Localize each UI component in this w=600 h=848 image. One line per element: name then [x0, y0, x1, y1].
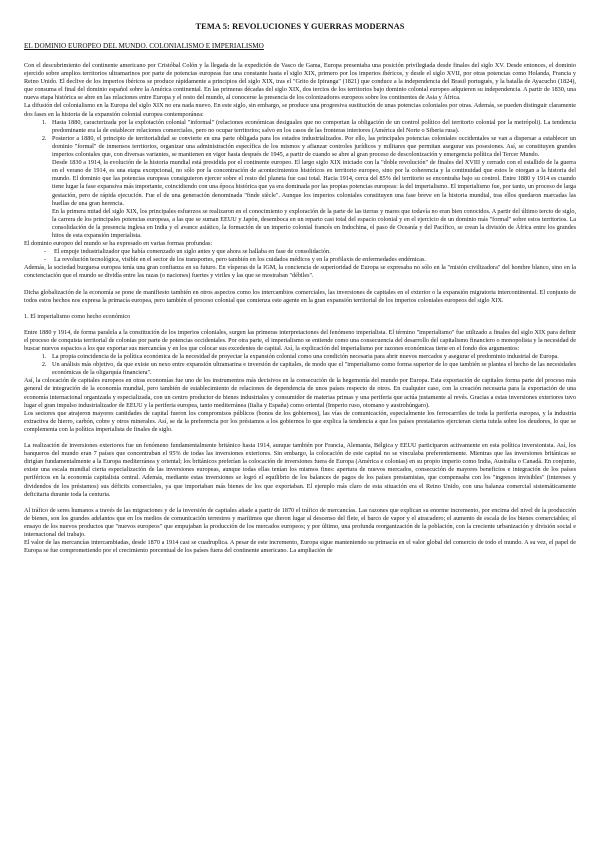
paragraph-sectors: Los sectores que atrajeron mayores cantidades de capital fueron los compromisos públicos (bonos de los gobiernos), las vías de comunicación, especialmente los ferrocarriles de toda la periferia europea, y la industria extractiva de hierro, carbón, cobre y otros minerales. Así, se da la preferencia por los préstamos a los gobiernos lo que explica la tendencia a que los países prestatarios ejercieran cierta tutela sobre los deudores, lo que se complementa con la política imperialista de finales de siglo. — [24, 409, 576, 433]
paragraph-globalization: Dicha globalización de la economía se pone de manifiesto también en otros aspectos como los intercambios comerciales, las inversiones de capitales en el exterior o la expansión migratoria intercontinental. El conjunto de todos estos hechos nos expresa la primacía europea, pero también el proceso colonial que comienza este agente en la gran expansión territorial de los imperios coloniales europeos del siglo XIX. — [24, 288, 576, 304]
list-item: - La revolución tecnológica, visible en el sector de los transportes, pero también en los cuidados médicos y en la profilaxis de enfermedades endémicas. — [48, 256, 576, 264]
paragraph-imperialism-term: Entre 1880 y 1914, de forma paralela a la constitución de los imperios coloniales, surgen las primeras interpretaciones del fenómeno imperialista. El término "imperialismo" fue utilizado a finales del siglo XIX para definir el proceso de conquista territorial de colonias por parte de potencias occidentales. Por otra parte, el imperialismo se entiende como una consecuencia del desarrollo del capitalismo financiero o monopolista y la necesidad de buscar nuevos espacios a los que exportar sus mercancías y en los que colocar sus excedentes de capital. Así, la explicación del imperialismo por razones económicas tiene en el fondo dos argumentos: — [24, 328, 576, 352]
numbered-list-phases — [24, 119, 576, 159]
numbered-list-arguments — [24, 353, 576, 377]
bullet-list-factors — [24, 248, 576, 264]
paragraph-investments: La realización de inversiones exteriores fue un fenómeno fundamentalmente británico hasta 1914, aunque también por Francia, Alemania, Bélgica y EEUU participaron activamente en esta política inversionista. Así, los banqueros del mundo eran 7 países que concentraban el 95% de todas las inversiones exteriores. Sin embargo, la colocación de este capital no se vinculaba preferentemente. Mientras que las inversiones británicas se dirigían fundamentalmente a la Europa mediterránea y oriental; los británicos preferían la colocación de inversiones fuera de Europa (América e colonias) en su propio imperio como India, Australia o Canadá. En conjunto, existe una escala mundial cierta especialización de las inversiones europeas, aunque todas ellas tenían los mismos fines: apertura de nuevos mercados, consecución de mayores beneficios e integración de los países periféricos en la economía capitalista central. Además, mediante estas inversiones se logró el equilibrio de los balances de pagos de los países prestamistas, que compensaba con los "ingresos invisibles" (intereses y dividendos de los préstamos) sus déficits comerciales, ya que importaban más bienes de los que exportaban. El ejemplo más claro de esta situación era el Reino Unido, con una balanza comercial sistemáticamente deficitaria durante toda la centuria. — [24, 442, 576, 498]
paragraph-bourgeoisie: Además, la sociedad burguesa europea tenía una gran confianza en su futuro. En vísperas de la IGM, la conciencia de superioridad de Europa se expresaba no sólo en la "misión civilizadora" del hombre blanco, sino en la concienciación que el mundo se dividía entre las razas (o naciones) fuertes y viriles y las que se mostraban "débiles". — [24, 264, 576, 280]
paragraph-trade-value: El valor de las mercancías intercambiadas, desde 1870 a 1914 casi se cuadruplica. A pesar de este incremento, Europa sigue manteniendo su primacía en el valor global del comercio de todo el mundo. A su vez, el papel de Europa se fue comprometiendo por el crecimiento porcentual de los países fuera del continente americano. La ampliación de — [24, 539, 576, 555]
list-item: 1. Hasta 1880, caracterizada por la explotación colonial "informal" (relaciones económicas desiguales que no comportan la obligación de un control político del territorio colonial por la metrópoli). La tendencia predominante era la de establecer relaciones comerciales, pero no ocupar territorios; salvo en los casos de las fronteras interiores (América del Norte o Siberia rusa). — [48, 119, 576, 135]
list-item: 2. Posterior a 1880, el principio de territorialidad se convierte en una parte obligada para los estados industrializados. Por ello, las principales potencias coloniales occidentales se van a dispersar a establecer un dominio "formal" de inmensos territorios, organizar una administración específica de los mismos y afianzar controles jurídicos y militares que permitan asegurar sus posesiones. Así, se constituyen grandes imperios coloniales que, con diversas variantes, se mantienen en vigor hasta después de 1945, a partir de cuando se abre al gran proceso de descolonización y emergencia política del Tercer Mundo. — [48, 135, 576, 159]
list-item: 2. Un análisis más objetivo, da que existe un nexo entre expansión ultramarina e inversión de capitales, de modo que el "imperialismo como forma superior de lo que también se plantea el hecho de las necesidades económicas de la oligarquía financiera". — [48, 361, 576, 377]
paragraph-trade: Al tráfico de seres humanos a través de las migraciones y de la inversión de capitales añade a partir de 1870 el tráfico de mercancías. Las razones que explican su enorme incremento, por encima del nivel de la producción de bienes, son los grandes adelantos que en los medios de comunicación terrestres y marítimos que dieron lugar al descenso del flete, el barco de vapor y el atracadero; el aumento de escala de los bienes comerciables; el ensayo de los nuevos productos que "nuevos europeos" que empujaban la producción de los mercados europeos; y por último, una profunda reorganización de la población, con la creciente urbanización y división social e internacional del trabajo. — [24, 506, 576, 538]
document-title: TEMA 5: REVOLUCIONES Y GUERRAS MODERNAS — [195, 22, 405, 31]
paragraph-phases: La difusión del colonialismo en la Europa del siglo XIX no era nada nuevo. En este siglo, sin embargo, se produce una progresiva sustitución de unas potencias coloniales por otras. Además, se pueden distinguir claramente dos fases en la historia de la expansión colonial europea contemporánea: — [24, 102, 576, 118]
paragraph-dominance: El dominio europeo del mundo se ha expresado en varias formas profundas: — [24, 240, 213, 248]
section-heading-economic: 1. El imperialismo como hecho económico — [24, 312, 131, 320]
list-item: - El empuje industrializador que había comenzado un siglo antes y que ahora se hallaba en fase de consolidación. — [48, 248, 576, 256]
paragraph-1830-1914: Desde 1830 a 1914, la evolución de la historia mundial está presidida por el continente europeo. El largo siglo XIX iniciado con la "doble revolución" de finales del XVIII y cerrado con el estallido de la guerra en el verano de 1914, es una etapa excepcional, no sólo por la concentración de acontecimientos históricos en territorio europeo, sino por la coherencia y la continuidad que estos le otorgan a la historia del mundo. El dominio que las potencias europeas consiguieron ejercer sobre el resto del planeta fue casi total. Hacia 1914, cerca del 85% del territorio se encontraba bajo su control. Entre 1880 y 1914 es cuando tiene lugar la fase expansiva más importante, coincidiendo con una época histórica que ya era dominada por las propias potencias europeas: la del imperialismo. El imperialismo fue, por tanto, un proceso de larga gestación, pero de rápida ejecución. Fue el de una generación denominada "finde siècle". Aunque los imperios coloniales constituyen una fase breve en la historia mundial, tras ellos quedaron marcadas las huellas de una gran herencia. — [52, 159, 576, 207]
section-subtitle: EL DOMINIO EUROPEO DEL MUNDO. COLONIALISMO E IMPERIALISMO — [24, 42, 264, 50]
paragraph-exploration: En la primera mitad del siglo XIX, los principales esfuerzos se realizaron en el conocimiento y exploración de la parte de las tierras y mares que todavía no eran bien conocidos. A partir del último tercio de siglo, la carrera de los principales potencias europeas, a las que se suman EEUU y Japón, desemboca en un reparto casi total del espacio colonial y en el ejercicio de un dominio más "formal" sobre estos territorios. La consolidación de la presencia inglesa en India y el avance asiático, la formación de un imperio colonial francés en Indochina, el paso de Oceanía y del Pacífico, se crean la división de África entre los grandes hitos de esta expansión imperialista. — [52, 207, 576, 239]
paragraph-capital-export: Así, la colocación de capitales europeos en otras economías fue uno de los instrumentos más decisivos en la consecución de la hegemonía del mundo por Europa. Esta exportación de capitales forma parte del proceso más general de integración de la economía mundial, pero también de establecimiento de relaciones de dependencia de unos países respecto de otros. En cualquier caso, con la creación necesaria para la exportación de una economía internacional organizada y especializada, con un centro productor de bienes industriales y consumidor de materias primas y una periferia que actúa justamente al revés. Gracias a estas inversiones exteriores tuvo lugar el gran impulso industrializador de EEUU y la periferia europea, tanto mediterránea (Italia y España) como oriental (Imperio ruso, otomano y austrohúngaro). — [24, 377, 576, 409]
list-item: 1. La propia coincidencia de la política económica de la necesidad de proyectar la expansión colonial como una condición necesaria para abrir nuevos mercados y asegurar el predominio industrial de Europa. — [48, 353, 576, 361]
paragraph-intro: Con el descubrimiento del continente americano por Cristóbal Colón y la llegada de la expedición de Vasco de Gama, Europa presentaba una posición privilegiada desde finales del siglo XV. Desde entonces, el dominio ejercido sobre amplios territorios ultramarinos por parte de potencias europeas fue una constante hasta el siglo XIX, primero por los imperios ibéricos, y desde el siglo XVII, por otras potencias como Holanda, Francia y Reino Unido. El declive de los imperios ibéricos se produce rápidamente a principios del siglo XIX, tras el "Grito de Ipiranga" (1821) que conduce a la independencia del Brasil portugués, y la batalla de Ayacucho (1824), que consuma el final del dominio español sobre la América continental. En las primeras décadas del siglo XIX, dos tercios de los territorios bajo dominio colonial europeo adquieren su independencia. A partir de 1830, una nueva etapa histórica se abre en las relaciones entre Europa y el resto del mundo, al conocerse la presencia de los colonizadores europeos sobre los continentes de Asia y África. — [24, 62, 576, 102]
